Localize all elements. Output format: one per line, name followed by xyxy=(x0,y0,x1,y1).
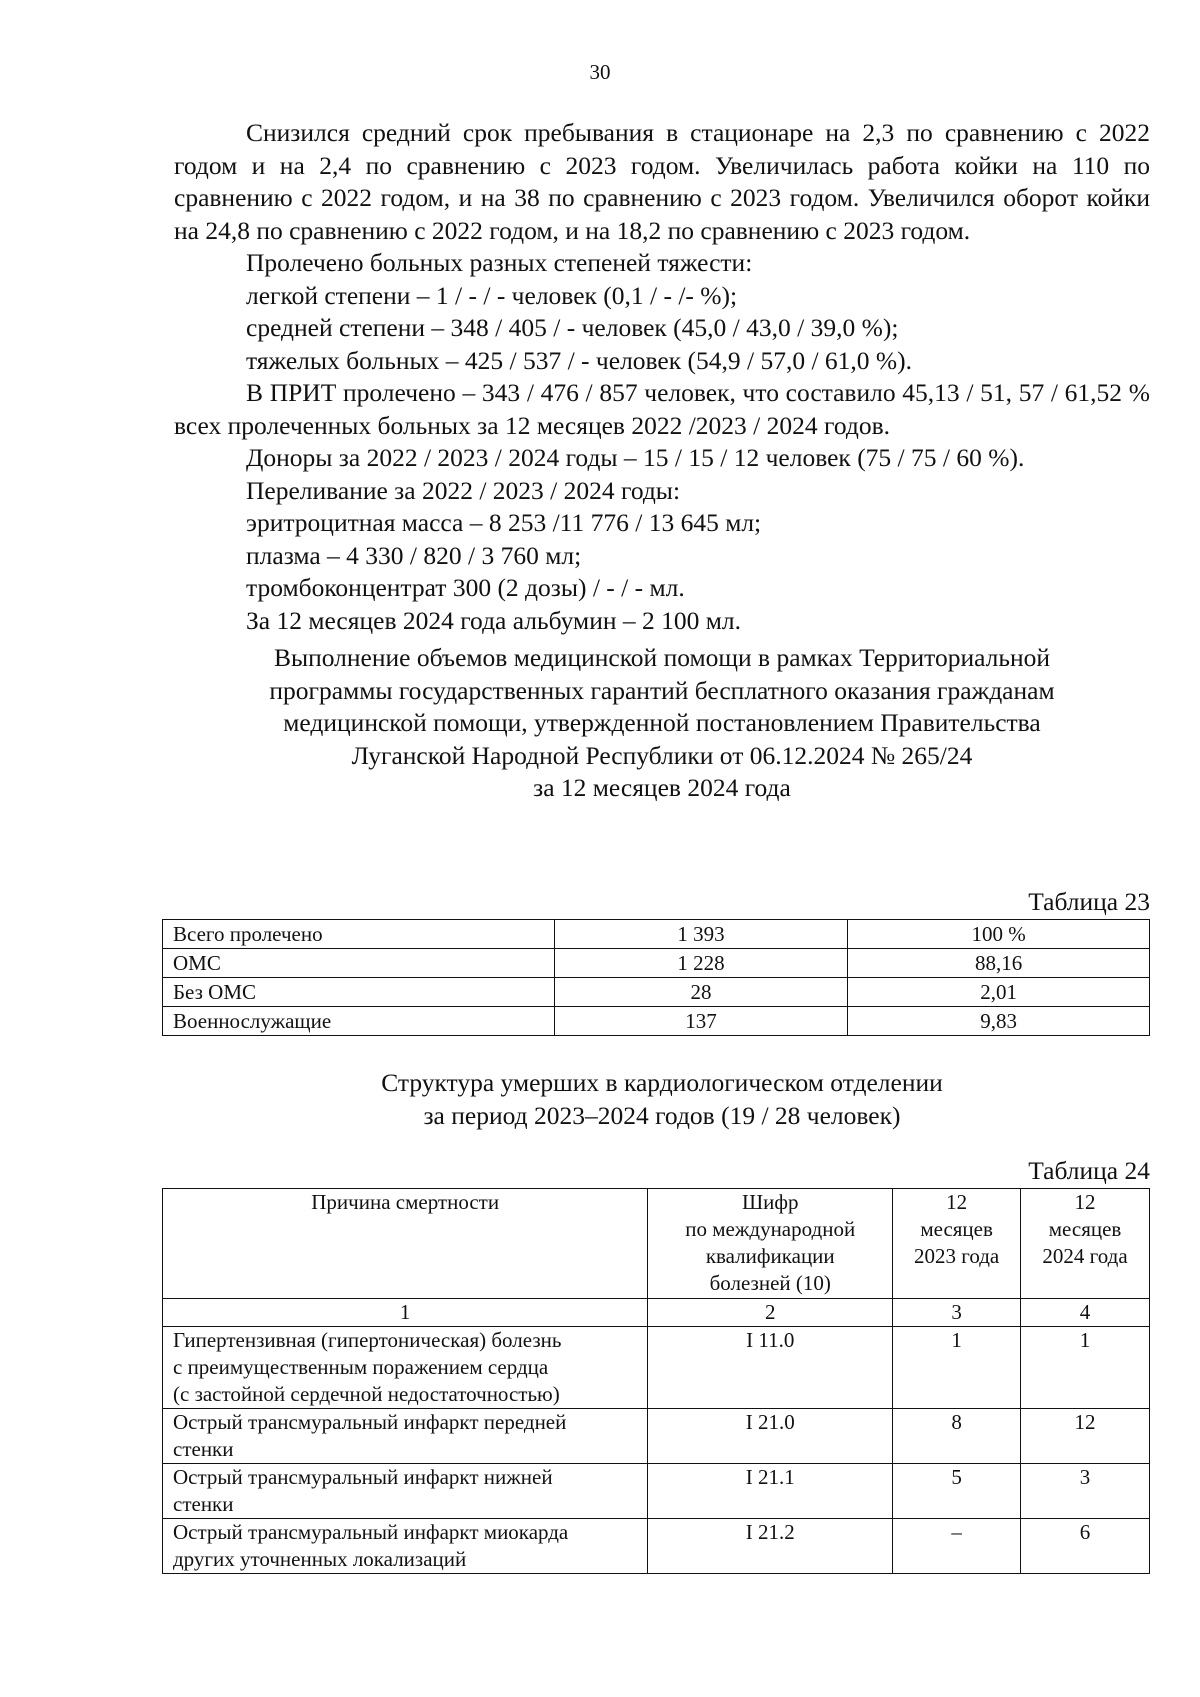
table-row xyxy=(163,920,1150,949)
transfusion-thrombo: тромбоконцентрат 300 (2 дозы) / - / - мл. xyxy=(246,573,685,602)
header-cell-2023: 12 месяцев 2023 года xyxy=(893,1189,1021,1299)
severity-light: легкой степени – 1 / - / - человек (0,1 / - /- %); xyxy=(246,280,738,310)
section-title-line: за 12 месяцев 2024 года xyxy=(533,773,791,802)
table-cell: I 11.0 xyxy=(648,1327,893,1409)
table-cell: – xyxy=(893,1519,1021,1574)
header-cell-icd-code: Шифр по международной квалификации болезней (10) xyxy=(648,1189,893,1299)
column-number-row xyxy=(163,1299,1150,1327)
transfusion-erythrocyte: эритроцитная масса – 8 253 /11 776 / 13 645 мл; xyxy=(246,508,762,537)
transfusion-albumin: За 12 месяцев 2024 года альбумин – 2 100 мл. xyxy=(246,605,741,635)
table-cell: Острый трансмуральный инфаркт передней стенки xyxy=(163,1409,648,1464)
table-cell: 88,16 xyxy=(848,949,1150,978)
severity-block xyxy=(174,247,1150,377)
table-cell: 100 % xyxy=(848,920,1150,949)
header-cell-cause: Причина смертности xyxy=(163,1189,648,1299)
table-row xyxy=(163,1007,1150,1036)
page-number: 30 xyxy=(589,60,611,84)
table-cell: 1 228 xyxy=(554,949,848,978)
severity-medium: средней степени – 348 / 405 / - человек (45,0 / 43,0 / 39,0 %); xyxy=(246,313,899,342)
table-cell: I 21.2 xyxy=(648,1519,893,1574)
table-row xyxy=(163,978,1150,1007)
table-cell: Военнослужащие xyxy=(163,1007,555,1036)
column-number-cell: 4 xyxy=(1021,1299,1150,1327)
table-cell: 12 xyxy=(1021,1409,1150,1464)
table-cell: Острый трансмуральный инфаркт миокарда других уточненных локализаций xyxy=(163,1519,648,1574)
table-cell: ОМС xyxy=(163,949,555,978)
table-row xyxy=(163,1409,1150,1464)
table-row xyxy=(163,1464,1150,1519)
table-cell: Гипертензивная (гипертоническая) болезнь с преимущественным поражением сердца (с застойной сердечной недостаточностью) xyxy=(163,1327,648,1409)
table-cell: I 21.0 xyxy=(648,1409,893,1464)
table-cell: 6 xyxy=(1021,1519,1150,1574)
transfusion-intro: Переливание за 2022 / 2023 / 2024 годы: xyxy=(246,475,681,505)
section-title-line: Выполнение объемов медицинской помощи в рамках Территориальной xyxy=(273,643,1051,672)
table-cell: Всего пролечено xyxy=(163,920,555,949)
column-number-cell: 1 xyxy=(163,1299,648,1327)
severity-intro: Пролечено больных разных степеней тяжести: xyxy=(246,248,753,277)
transfusion-plasma: плазма – 4 330 / 820 / 3 760 мл; xyxy=(246,540,582,570)
table-24-label: Таблица 24 xyxy=(1028,1156,1150,1185)
table-row xyxy=(163,1327,1150,1409)
section-title-line: за период 2023–2024 годов (19 / 28 человек) xyxy=(423,1100,901,1130)
table-cell: 3 xyxy=(1021,1464,1150,1519)
table-row xyxy=(163,1519,1150,1574)
severity-severe: тяжелых больных – 425 / 537 / - человек (54,9 / 57,0 / 61,0 %). xyxy=(246,345,913,375)
donors-line: Доноры за 2022 / 2023 / 2024 годы – 15 / 15 / 12 человек (75 / 75 / 60 %). xyxy=(246,443,1025,472)
table-cell: I 21.1 xyxy=(648,1464,893,1519)
section-title-line: медицинской помощи, утвержденной постановлением Правительства xyxy=(283,708,1041,737)
table-cell: 9,83 xyxy=(848,1007,1150,1036)
section-title-line: программы государственных гарантий бесплатного оказания гражданам xyxy=(269,675,1055,705)
table-cell: 5 xyxy=(893,1464,1021,1519)
table-24 xyxy=(162,1188,1150,1574)
header-cell-2024: 12 месяцев 2024 года xyxy=(1021,1189,1150,1299)
table-23-label: Таблица 23 xyxy=(1028,887,1150,916)
column-number-cell: 2 xyxy=(648,1299,893,1327)
table-cell: Без ОМС xyxy=(163,978,555,1007)
body-text xyxy=(174,117,1150,637)
section-title-volumes xyxy=(174,642,1150,805)
section-title-line: Структура умерших в кардиологическом отделении xyxy=(381,1068,943,1097)
table-cell: 137 xyxy=(554,1007,848,1036)
table-cell: 1 xyxy=(1021,1327,1150,1409)
table-row xyxy=(163,949,1150,978)
table-cell: 1 xyxy=(893,1327,1021,1409)
table-cell: Острый трансмуральный инфаркт нижней стенки xyxy=(163,1464,648,1519)
donors-transfusion-block xyxy=(174,442,1150,637)
table-cell: 28 xyxy=(554,978,848,1007)
section-title-line: Луганской Народной Республики от 06.12.2024 № 265/24 xyxy=(351,740,973,770)
table-cell: 2,01 xyxy=(848,978,1150,1007)
table-cell: 1 393 xyxy=(554,920,848,949)
prit-paragraph: В ПРИТ пролечено – 343 / 476 / 857 человек, что составило 45,13 / 51, 57 / 61,52 % всех пролеченных больных за 12 месяцев 2022 /2023 / 2024 годов. xyxy=(174,378,1150,440)
table-header-row xyxy=(163,1189,1150,1299)
table-23 xyxy=(162,919,1150,1036)
table-cell: 8 xyxy=(893,1409,1021,1464)
section-title-mortality xyxy=(174,1067,1150,1132)
paragraph-stay-duration: Снизился средний срок пребывания в стационаре на 2,3 по сравнению с 2022 годом и на 2,4 по сравнению с 2023 годом. Увеличилась работа койки на 110 по сравнению с 2022 годом, и на 38 по сравнению с 2023 годом. Увеличился оборот койки на 24,8 по сравнению с 2022 годом, и на 18,2 по сравнению с 2023 годом. xyxy=(174,118,1150,245)
column-number-cell: 3 xyxy=(893,1299,1021,1327)
